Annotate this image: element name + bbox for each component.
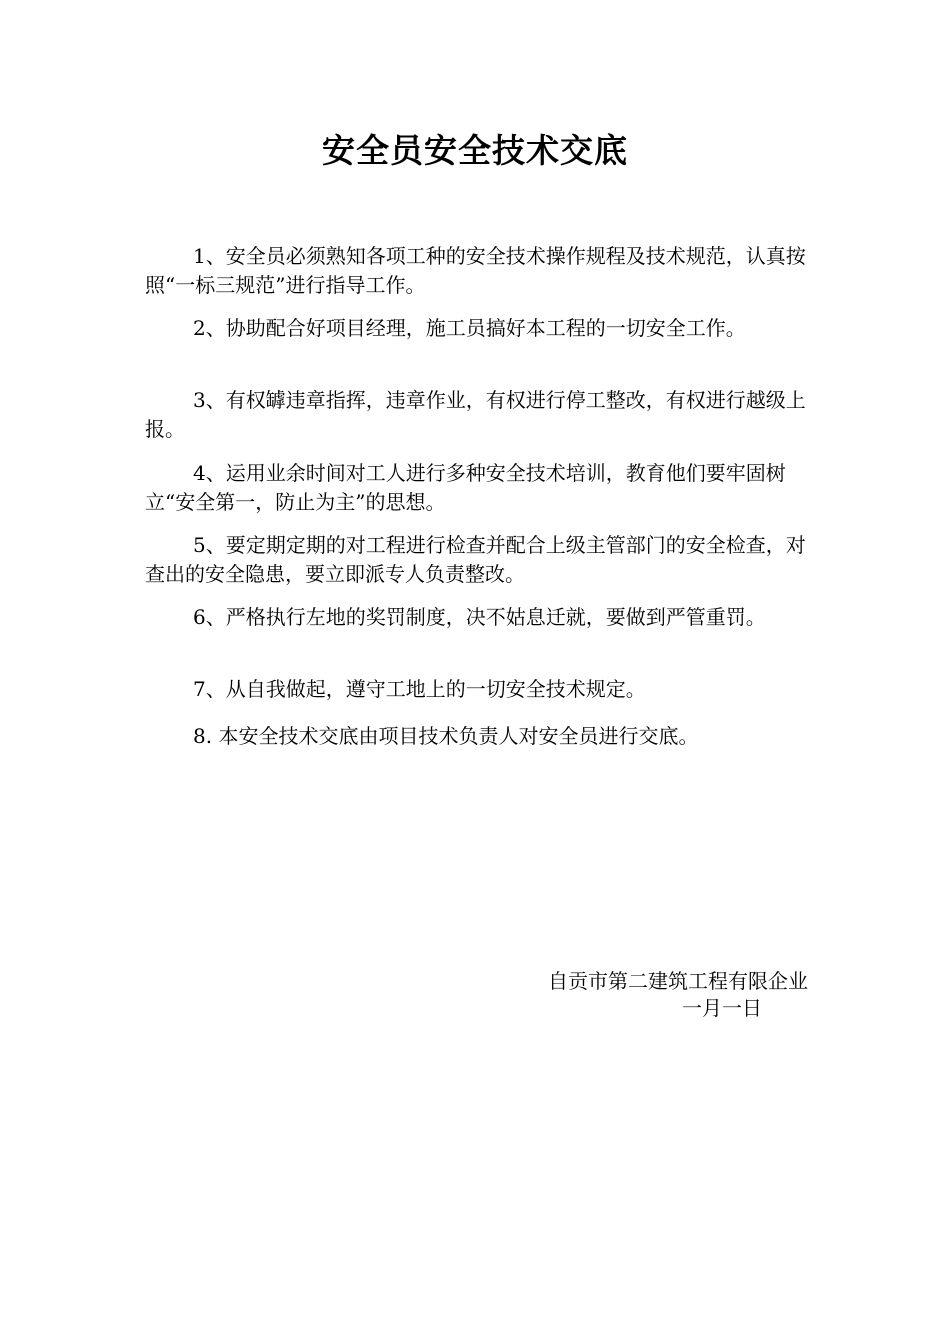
clause-3: 3、有权罅违章指挥，违章作业，有权进行停工整改，有权进行越级上报。 (145, 388, 806, 441)
document-title: 安全员安全技术交底 (322, 131, 628, 170)
signature-block (500, 968, 820, 1022)
signature-company: 自贡市第二建筑工程有限企业 (548, 969, 808, 993)
clause-1: 1、安全员必须熟知各项工种的安全技术操作规程及技术规范，认真按照“一标三规范”进行指导工作。 (145, 244, 806, 297)
signature-date: 一月一日 (682, 996, 762, 1020)
clause-6: 6、严格执行左地的奖罚制度，决不姑息迁就，要做到严管重罚。 (193, 605, 766, 629)
clause-8: 8. 本安全技术交底由项目技术负责人对安全员进行交底。 (193, 724, 699, 748)
clause-7: 7、从自我做起，遵守工地上的一切安全技术规定。 (193, 677, 646, 701)
clause-2: 2、协助配合好项目经理，施工员搞好本工程的一切安全工作。 (193, 316, 746, 340)
clause-4: 4、运用业余时间对工人进行多种安全技术培训，教育他们要牢固树立“安全第一，防止为主”的思想。 (145, 461, 786, 514)
clause-5: 5、要定期定期的对工程进行检查并配合上级主管部门的安全检查，对查出的安全隐患，要立即派专人负责整改。 (145, 533, 806, 586)
